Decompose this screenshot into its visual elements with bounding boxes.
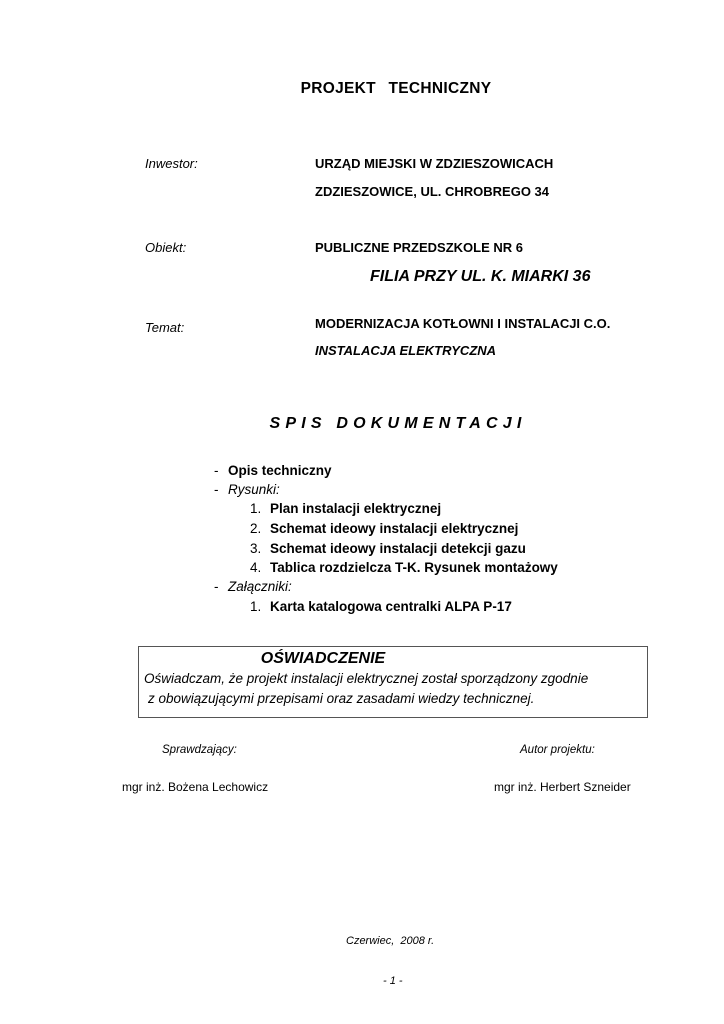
- list-marker: -: [214, 579, 219, 594]
- spis-title: SPIS DOKUMENTACJI: [269, 415, 527, 432]
- page-number: - 1 -: [383, 975, 403, 987]
- declaration-line2: z obowiązującymi przepisami oraz zasadami wiedzy technicznej.: [148, 691, 535, 706]
- author-label: Autor projektu:: [520, 744, 595, 756]
- obiekt-filia: FILIA PRZY UL. K. MIARKI 36: [370, 268, 591, 285]
- list-marker: 2.: [250, 521, 262, 536]
- temat-label: Temat:: [145, 320, 185, 335]
- declaration-line1: Oświadczam, że projekt instalacji elektrycznej został sporządzony zgodnie: [144, 671, 589, 686]
- document-date: Czerwiec, 2008 r.: [346, 935, 435, 947]
- declaration-title: OŚWIADCZENIE: [260, 650, 386, 667]
- inwestor-label: Inwestor:: [145, 156, 198, 171]
- temat-line2: INSTALACJA ELEKTRYCZNA: [315, 343, 497, 358]
- list-item: Schemat ideowy instalacji detekcji gazu: [270, 541, 526, 556]
- inwestor-name: URZĄD MIEJSKI W ZDZIESZOWICACH: [315, 156, 554, 171]
- list-item: Rysunki:: [228, 482, 280, 497]
- list-marker: 1.: [250, 501, 262, 516]
- list-item: Opis techniczny: [228, 463, 332, 478]
- list-marker: -: [214, 463, 219, 478]
- page-title: PROJEKT TECHNICZNY: [300, 80, 492, 97]
- checker-name: mgr inż. Bożena Lechowicz: [122, 780, 269, 794]
- list-item: Karta katalogowa centralki ALPA P-17: [270, 599, 512, 614]
- temat-line1: MODERNIZACJA KOTŁOWNI I INSTALACJI C.O.: [315, 316, 611, 331]
- list-marker: 3.: [250, 541, 262, 556]
- author-name: mgr inż. Herbert Szneider: [494, 780, 631, 794]
- list-marker: -: [214, 482, 219, 497]
- obiekt-name: PUBLICZNE PRZEDSZKOLE NR 6: [315, 240, 524, 255]
- list-item: Schemat ideowy instalacji elektrycznej: [270, 521, 519, 536]
- list-item: Załączniki:: [228, 579, 292, 594]
- list-item: Tablica rozdzielcza T-K. Rysunek montażowy: [270, 560, 558, 575]
- list-marker: 4.: [250, 560, 262, 575]
- list-marker: 1.: [250, 599, 262, 614]
- obiekt-label: Obiekt:: [145, 240, 187, 255]
- list-item: Plan instalacji elektrycznej: [270, 501, 442, 516]
- checker-label: Sprawdzający:: [162, 744, 237, 756]
- inwestor-address: ZDZIESZOWICE, UL. CHROBREGO 34: [315, 184, 550, 199]
